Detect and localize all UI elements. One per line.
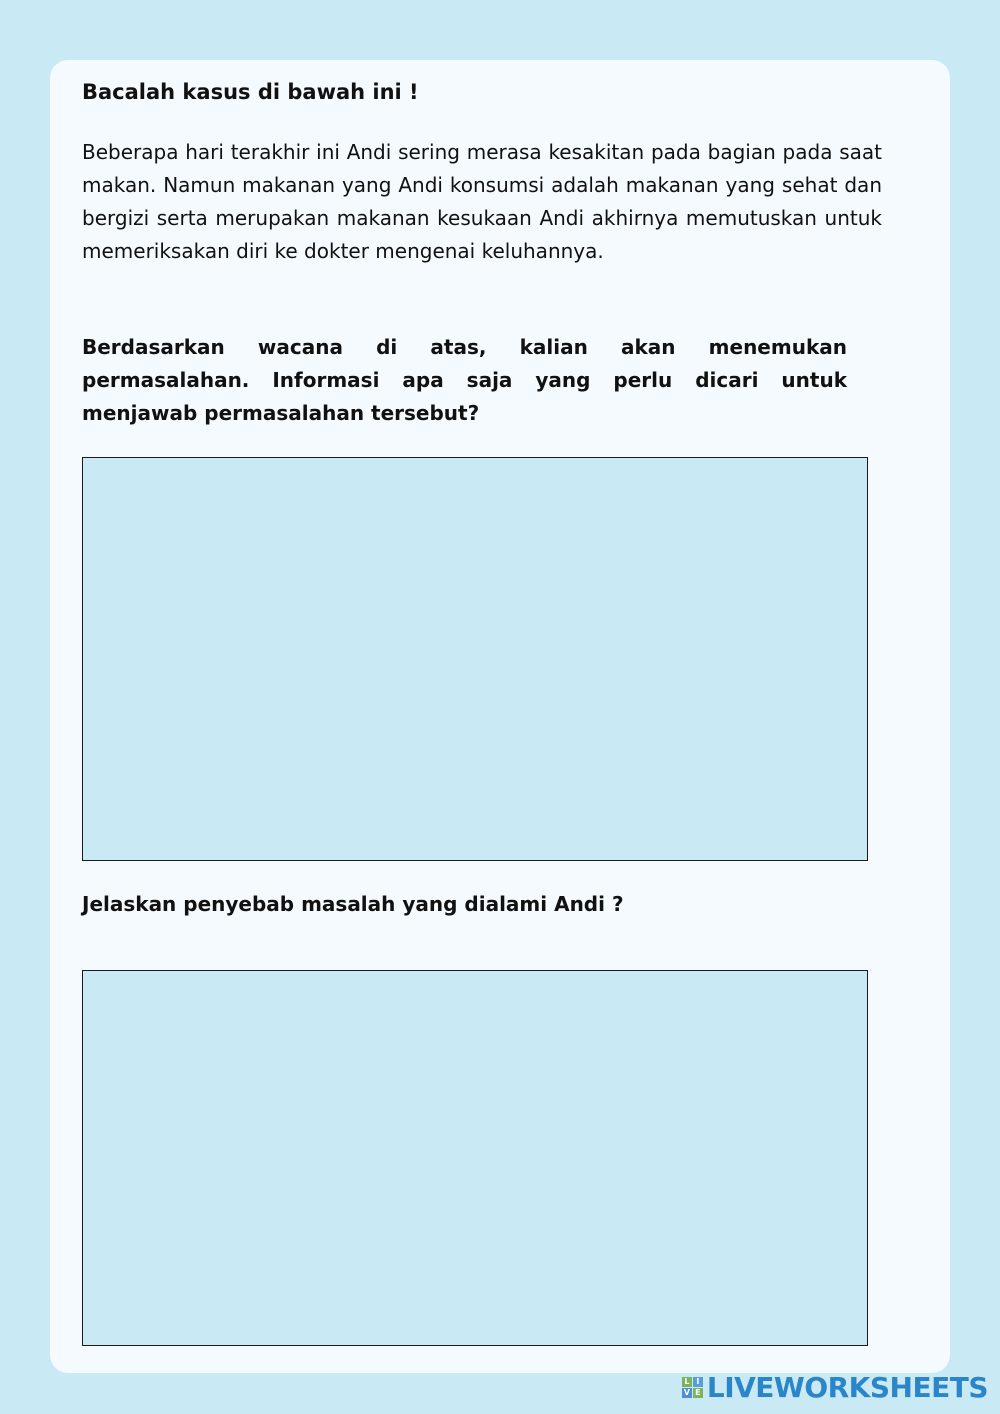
logo-letter: I [693, 1377, 703, 1387]
brand-text: LIVEWORKSHEETS [706, 1371, 988, 1404]
worksheet-page [50, 60, 950, 1373]
logo-letter: V [683, 1388, 690, 1397]
answer-box-1[interactable] [82, 457, 868, 861]
answer-box-2[interactable] [82, 970, 868, 1346]
liveworksheets-logo-icon [682, 1377, 703, 1398]
logo-letter: E [693, 1388, 703, 1398]
question-1: Berdasarkan wacana di atas, kalian akan menemukan permasalahan. Informasi apa saja yang perlu dicari untuk menjawab permasalahan tersebut? [82, 335, 847, 425]
logo-letter: L [682, 1377, 692, 1387]
question-2: Jelaskan penyebab masalah yang dialami Andi ? [82, 892, 624, 916]
liveworksheets-watermark [682, 1371, 988, 1404]
instruction-heading: Bacalah kasus di bawah ini ! [82, 80, 419, 104]
case-paragraph: Beberapa hari terakhir ini Andi sering merasa kesakitan pada bagian pada saat makan. Namun makanan yang Andi konsumsi adalah makanan yang sehat dan bergizi serta merupakan makanan kesukaan Andi akhirnya memutuskan untuk memeriksakan diri ke dokter mengenai keluhannya. [82, 140, 882, 263]
